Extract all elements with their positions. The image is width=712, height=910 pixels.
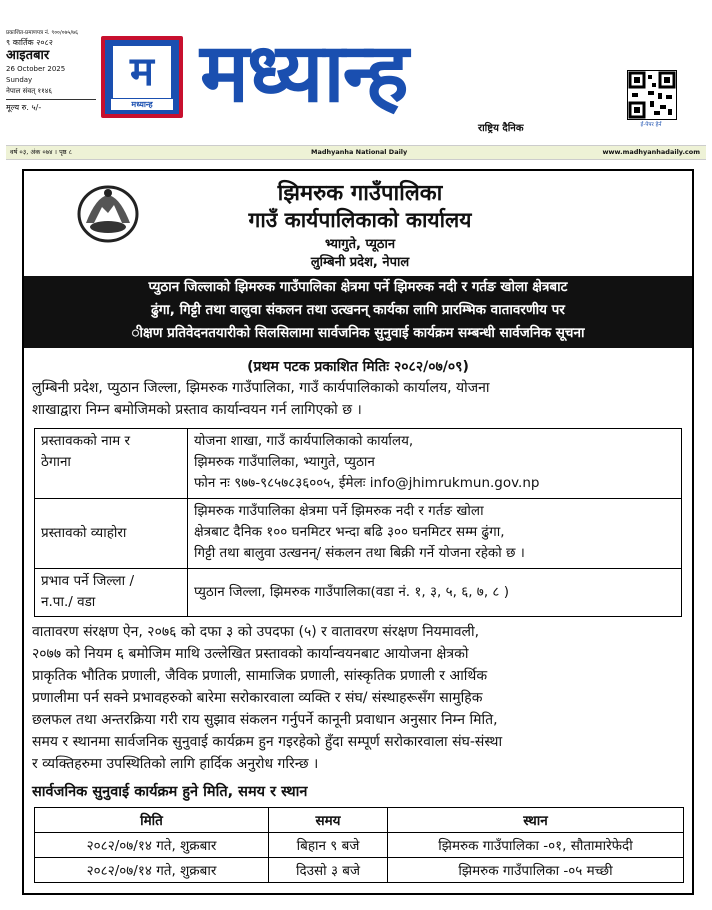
nepal-era: नेपाल संवत् ११४६ — [6, 86, 96, 100]
body-line: समय र स्थानमा सार्वजनिक सुनुवाई कार्यक्रम हुन गइरहेको हुँदा सम्पूर्ण सरोकारवाला संघ-संस्था — [32, 734, 503, 750]
table-value — [188, 429, 682, 499]
schedule-date: २०८२/०७/१४ गते, शुक्रबार — [35, 833, 269, 858]
body-line: प्रणालीमा पर्न सक्ने प्रभावहरुको बारेमा सरोकारवाला व्यक्ति र संघ/ संस्थाहरूसँग सामुहिक — [32, 690, 483, 706]
website: www.madhyanhadaily.com — [602, 148, 700, 156]
schedule-table — [34, 807, 684, 883]
english-name: Madhyanha National Daily — [311, 148, 408, 156]
value-line: योजना शाखा, गाउँ कार्यपालिकाको कार्यालय, — [194, 433, 414, 449]
value-line: झिमरुक गाउँपालिका क्षेत्रमा पर्ने झिमरुक नदी र गर्तङ खोला — [194, 503, 484, 519]
schedule-time: दिउसो ३ बजे — [269, 858, 388, 883]
publication-date: (प्रथम पटक प्रकाशित मितिः २०८२/०७/०९) — [247, 359, 469, 375]
table-value — [188, 569, 682, 617]
weekday-english: Sunday — [6, 76, 33, 84]
public-notice — [22, 169, 694, 895]
table-row — [35, 499, 682, 569]
intro-line: लुम्बिनी प्रदेश, प्युठान जिल्ला, झिमरुक गाउँपालिका, गाउँ कार्यपालिकाको कार्यालय, योजना — [32, 380, 490, 396]
notice-subject-banner — [24, 276, 692, 348]
header-venue: स्थान — [388, 808, 684, 833]
qr-caption: ई-पेपर हेर्न — [640, 122, 662, 128]
key-line: प्रस्तावकको नाम र — [41, 433, 131, 449]
intro-line: शाखाद्वारा निम्न बमोजिमको प्रस्ताव कार्यान्वयन गर्न लागिएको छ । — [32, 402, 362, 418]
logo-letter: म — [113, 46, 171, 98]
proposal-table — [34, 428, 682, 617]
masthead — [0, 0, 712, 145]
province: लुम्बिनी प्रदेश, नेपाल — [310, 255, 410, 270]
bs-date: ९ कार्तिक २०८२ — [6, 38, 53, 47]
body-line: प्राकृतिक भौतिक प्रणाली, जैविक प्रणाली, सामाजिक प्रणाली, सांस्कृतिक प्रणाली र आर्थिक — [32, 668, 488, 684]
logo-caption: मध्यान्ह — [111, 99, 173, 110]
table-key — [35, 429, 188, 499]
table-row — [35, 569, 682, 617]
schedule-title: सार्वजनिक सुनुवाई कार्यक्रम हुने मिति, समय र स्थान — [32, 784, 308, 800]
ad-date: 26 October 2025 — [6, 65, 66, 73]
intro-paragraph — [32, 377, 688, 421]
newspaper-logo — [101, 36, 183, 118]
banner-line: प्युठान जिल्लाको झिमरुक गाउँपालिका क्षेत्रमा पर्ने झिमरुक नदी र गर्तङ खोला क्षेत्रबाट — [148, 279, 568, 295]
body-line: वातावरण संरक्षण ऐन, २०७६ को दफा ३ को उपदफा (५) र वातावरण संरक्षण नियमावली, — [32, 624, 480, 640]
value-line: गिट्टी तथा बालुवा उत्खनन्/ संकलन तथा बिक्री गर्ने योजना रहेको छ । — [194, 545, 525, 561]
header-date: मिति — [35, 808, 269, 833]
body-line: २०७७ को नियम ६ बमोजिम माथि उल्लेखित प्रस्तावको कार्यान्वयनबाट आयोजना क्षेत्रको — [32, 646, 469, 662]
value-line: फोन नः ९७७-९८५७८३६००५, ईमेलः info@jhimrukmun.gov.np — [194, 475, 540, 491]
newspaper-name: मध्यान्ह — [200, 26, 407, 121]
tagline: राष्ट्रिय दैनिक — [478, 123, 524, 134]
municipality-name: झिमरुक गाउँपालिका — [277, 181, 443, 206]
key-line: प्रभाव पर्ने जिल्ला / — [41, 573, 135, 589]
schedule-header-row — [35, 808, 684, 833]
body-line: र व्यक्तिहरुमा उपस्थितिको लागि हार्दिक अनुरोध गरिन्छ । — [32, 756, 319, 772]
schedule-date: २०८२/०७/१४ गते, शुक्रबार — [35, 858, 269, 883]
info-strip — [6, 145, 706, 160]
banner-line: ीक्षण प्रतिवेदनतयारीको सिलसिलामा सार्वजनिक सुनुवाई कार्यक्रम सम्बन्धी सार्वजनिक सूचना — [131, 325, 585, 341]
price: मूल्य रु. ५/- — [6, 103, 42, 112]
registration-number: प्रकाशित-प्रमाणपत्र नं. ९००/०७५/७६ — [6, 30, 78, 36]
banner-line: ढुंगा, गिट्टी तथा वालुवा संकलन तथा उत्खनन् कार्यका लागि प्रारम्भिक वातावरणीय पर — [151, 302, 565, 318]
weekday-nepali: आइतबार — [6, 48, 50, 63]
key-line: प्रस्तावको व्याहोरा — [41, 525, 127, 541]
table-key — [35, 499, 188, 569]
body-line: छलफल तथा अन्तरक्रिया गरी राय सुझाव संकलन गर्नुपर्ने कानूनी प्रवाधान अनुसार निम्न मिति, — [32, 712, 498, 728]
key-line: न.पा./ वडा — [41, 594, 96, 610]
value-line: प्युठान जिल्ला, झिमरुक गाउँपालिका(वडा नं. १, ३, ५, ६, ७, ८ ) — [194, 584, 509, 600]
office-location: भ्यागुते, प्यूठान — [324, 237, 396, 252]
value-line: झिमरुक गाउँपालिका, भ्यागुते, प्युठान — [194, 454, 375, 470]
office-name: गाउँ कार्यपालिकाको कार्यालय — [248, 208, 472, 232]
table-value — [188, 499, 682, 569]
date-block — [6, 30, 96, 113]
header-time: समय — [269, 808, 388, 833]
volume-info: वर्ष ०३, अंक ०७४ । पृष्ठ ८ — [10, 148, 73, 156]
table-row — [35, 833, 684, 858]
key-line: ठेगाना — [41, 454, 71, 470]
table-key — [35, 569, 188, 617]
table-row — [35, 858, 684, 883]
qr-code-icon — [627, 70, 677, 120]
body-paragraph — [32, 621, 688, 775]
value-line: क्षेत्रबाट दैनिक १०० घनमिटर भन्दा बढि ३०० घनमिटर सम्म ढुंगा, — [194, 524, 505, 540]
schedule-venue: झिमरुक गाउँपालिका -०५ मच्छी — [388, 858, 684, 883]
schedule-time: बिहान ९ बजे — [269, 833, 388, 858]
schedule-venue: झिमरुक गाउँपालिका -०१, सौतामारेफेदी — [388, 833, 684, 858]
table-row — [35, 429, 682, 499]
